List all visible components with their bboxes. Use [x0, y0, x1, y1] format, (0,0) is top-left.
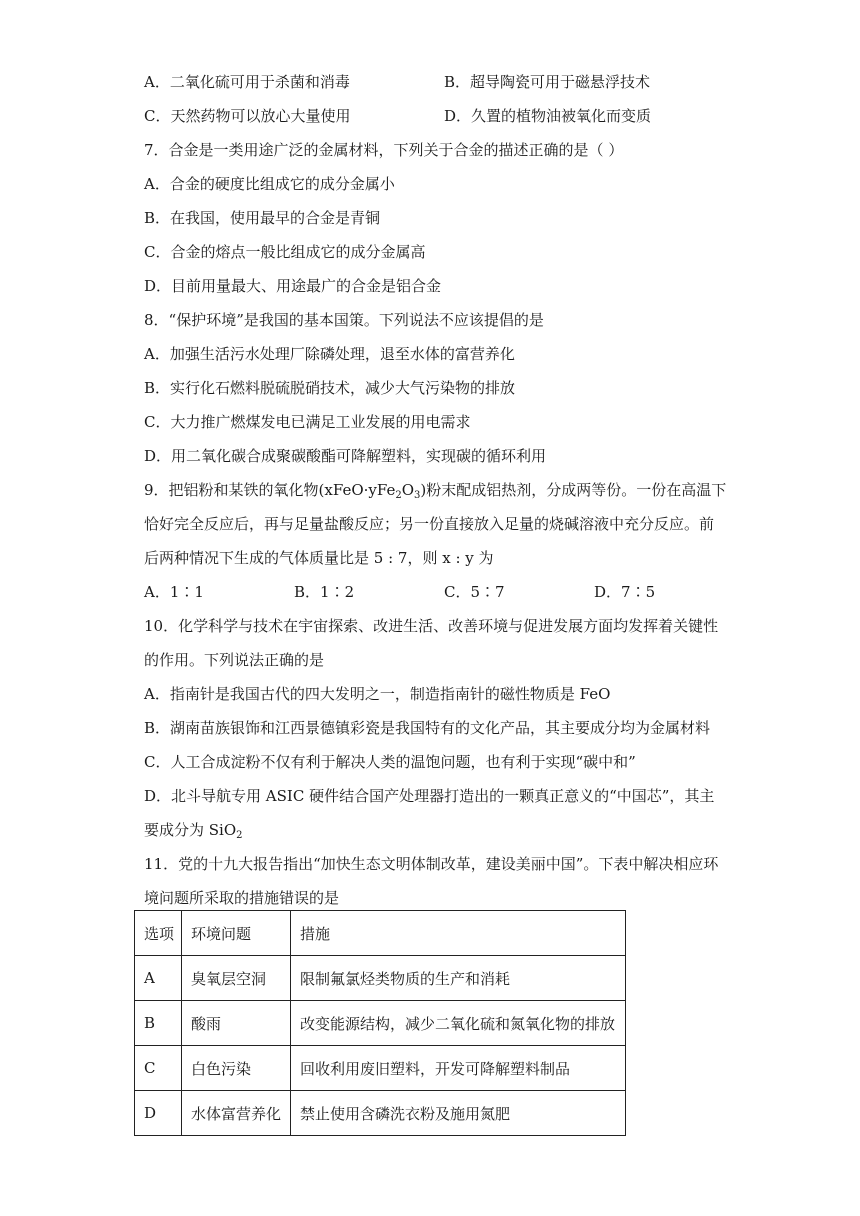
q6-option-a: A．二氧化硫可用于杀菌和消毒: [144, 73, 350, 91]
header-cell: 措施: [291, 911, 626, 956]
q10-option-d-cont: 要成分为 SiO$_2$: [144, 821, 243, 841]
table-cell: 水体富营养化: [182, 1091, 291, 1136]
q10-stem-line1: 10．化学科学与技术在宇宙探索、改进生活、改善环境与促进发展方面均发挥着关键性: [144, 617, 719, 635]
table-cell: 改变能源结构，减少二氧化硫和氮氧化物的排放: [291, 1001, 626, 1046]
q8-stem: 8．“保护环境”是我国的基本国策。下列说法不应该提倡的是: [144, 311, 544, 329]
q7-option-c: C．合金的熔点一般比组成它的成分金属高: [144, 243, 426, 261]
table-row: [135, 1046, 626, 1091]
table-header-row: [135, 911, 626, 956]
q6-option-d: D．久置的植物油被氧化而变质: [444, 107, 652, 125]
table-row: [135, 956, 626, 1001]
header-cell: 选项: [135, 911, 182, 956]
q6-option-c: C．天然药物可以放心大量使用: [144, 107, 351, 125]
table-cell: 限制氟氯烃类物质的生产和消耗: [291, 956, 626, 1001]
table-cell: C: [135, 1046, 182, 1091]
table-cell: B: [135, 1001, 182, 1046]
table-row: [135, 1091, 626, 1136]
q10-stem-line2: 的作用。下列说法正确的是: [144, 651, 325, 669]
q7-option-d: D．目前用量最大、用途最广的合金是铝合金: [144, 277, 442, 295]
q7-stem: 7．合金是一类用途广泛的金属材料，下列关于合金的描述正确的是（ ）: [144, 141, 624, 159]
header-cell: 环境问题: [182, 911, 291, 956]
q11-stem-line2: 境问题所采取的措施错误的是: [144, 889, 340, 907]
q10-option-b: B．湖南苗族银饰和江西景德镇彩瓷是我国特有的文化产品，其主要成分均为金属材料: [144, 719, 711, 737]
q11-stem-line1: 11．党的十九大报告指出“加快生态文明体制改革，建设美丽中国”。下表中解决相应环: [144, 855, 719, 873]
table-cell: 臭氧层空洞: [182, 956, 291, 1001]
q7-option-a: A．合金的硬度比组成它的成分金属小: [144, 175, 395, 193]
q8-option-a: A．加强生活污水处理厂除磷处理，退至水体的富营养化: [144, 345, 515, 363]
q8-option-c: C．大力推广燃煤发电已满足工业发展的用电需求: [144, 413, 471, 431]
table-row: [135, 1001, 626, 1046]
q9-stem-line1: 9．把铝粉和某铁的氧化物$(xFeO\cdot yFe_2O_3)$粉末配成铝热剂，分成两等份。一份在高温下: [144, 481, 727, 501]
table-cell: 白色污染: [182, 1046, 291, 1091]
q9-option-c: C．5∶7: [444, 583, 505, 601]
q8-option-b: B．实行化石燃料脱硫脱硝技术，减少大气污染物的排放: [144, 379, 516, 397]
q10-option-a: A．指南针是我国古代的四大发明之一，制造指南针的磁性物质是 FeO: [144, 685, 611, 703]
table-cell: 酸雨: [182, 1001, 291, 1046]
q7-option-b: B．在我国，使用最早的合金是青铜: [144, 209, 381, 227]
q6-option-b: B．超导陶瓷可用于磁悬浮技术: [444, 73, 651, 91]
table-cell: A: [135, 956, 182, 1001]
table-cell: 回收利用废旧塑料，开发可降解塑料制品: [291, 1046, 626, 1091]
q9-option-b: B．1∶2: [294, 583, 355, 601]
q9-option-a: A．1∶1: [144, 583, 204, 601]
q9-option-d: D．7∶5: [594, 583, 656, 601]
q11-table: [134, 910, 626, 1136]
q9-stem-line3: 后两种情况下生成的气体质量比是 5 : 7，则 x : y 为: [144, 549, 494, 567]
table-cell: 禁止使用含磷洗衣粉及施用氮肥: [291, 1091, 626, 1136]
q10-option-c: C．人工合成淀粉不仅有利于解决人类的温饱问题，也有利于实现“碳中和”: [144, 753, 636, 771]
q8-option-d: D．用二氧化碳合成聚碳酸酯可降解塑料，实现碳的循环利用: [144, 447, 547, 465]
table-cell: D: [135, 1091, 182, 1136]
q10-option-d: D．北斗导航专用 ASIC 硬件结合国产处理器打造出的一颗真正意义的“中国芯”，其主: [144, 787, 715, 805]
q9-stem-line2: 恰好完全反应后，再与足量盐酸反应；另一份直接放入足量的烧碱溶液中充分反应。前: [144, 515, 715, 533]
